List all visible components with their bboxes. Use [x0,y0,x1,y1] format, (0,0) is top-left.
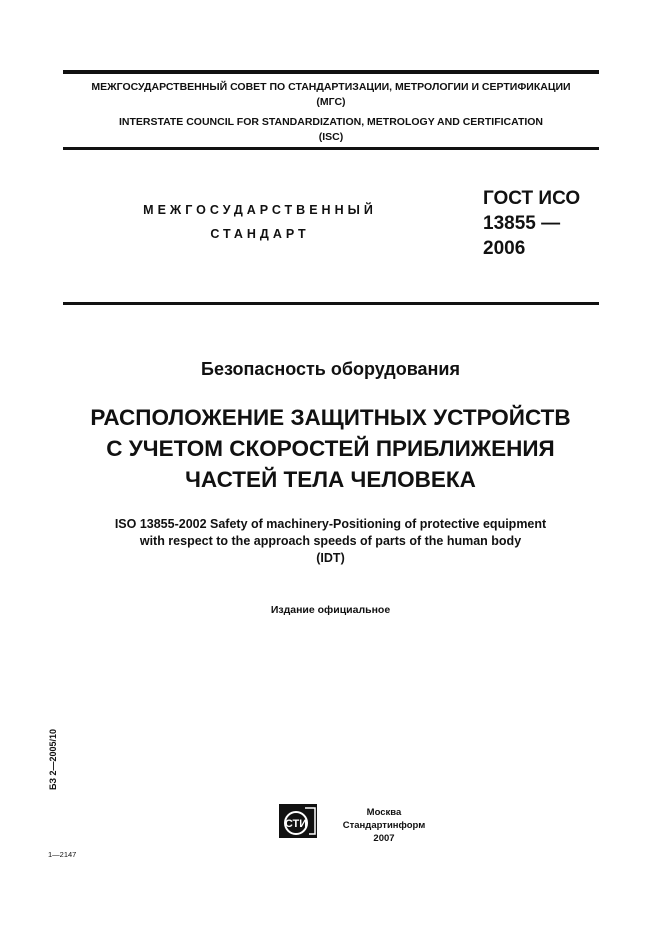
iso-line2: with respect to the approach speeds of parts of the human body [139,534,522,548]
edition-note: Издание официальное [270,604,391,616]
main-title [0,402,661,495]
sti-logo-icon [279,804,317,838]
council-en: INTERSTATE COUNCIL FOR STANDARDIZATION, METROLOGY AND CERTIFICATION [118,116,544,128]
council-ru: МЕЖГОСУДАРСТВЕННЫЙ СОВЕТ ПО СТАНДАРТИЗАЦИИ, МЕТРОЛОГИИ И СЕРТИФИКАЦИИ [91,81,571,93]
publisher-name: Стандартинформ [342,820,426,831]
gost-line3: 2006 [483,238,526,259]
middle-rule [63,302,599,305]
council-rule [63,147,599,150]
main-title-line2: С УЧЕТОМ СКОРОСТЕЙ ПРИБЛИЖЕНИЯ [106,436,555,461]
publisher-city: Москва [366,807,402,818]
print-code: 1—2147 [48,850,77,859]
side-note: БЗ 2—2005/10 [48,728,58,790]
gost-line2: 13855 — [483,213,561,234]
subtitle: Безопасность оборудования [201,359,460,379]
publisher-info [334,806,434,845]
logo-text: СТИ [284,818,308,830]
publisher-year: 2007 [373,833,395,844]
council-block [63,80,599,145]
top-rule [63,70,599,74]
publisher-logo [279,804,317,838]
iso-line3: (IDT) [316,551,345,565]
standard-label-line1: МЕЖГОСУДАРСТВЕННЫЙ [143,203,377,217]
iso-line1: ISO 13855-2002 Safety of machinery-Positioning of protective equipment [114,517,547,531]
standard-label [120,198,400,246]
iso-reference [0,516,661,567]
gost-line1: ГОСТ ИСО [483,188,581,209]
gost-designation [483,186,603,261]
standard-label-line2: СТАНДАРТ [210,227,310,241]
council-ru-abbr: (МГС) [316,96,346,108]
council-en-abbr: (ISC) [318,131,344,143]
main-title-line1: РАСПОЛОЖЕНИЕ ЗАЩИТНЫХ УСТРОЙСТВ [90,405,571,430]
main-title-line3: ЧАСТЕЙ ТЕЛА ЧЕЛОВЕКА [185,467,476,492]
